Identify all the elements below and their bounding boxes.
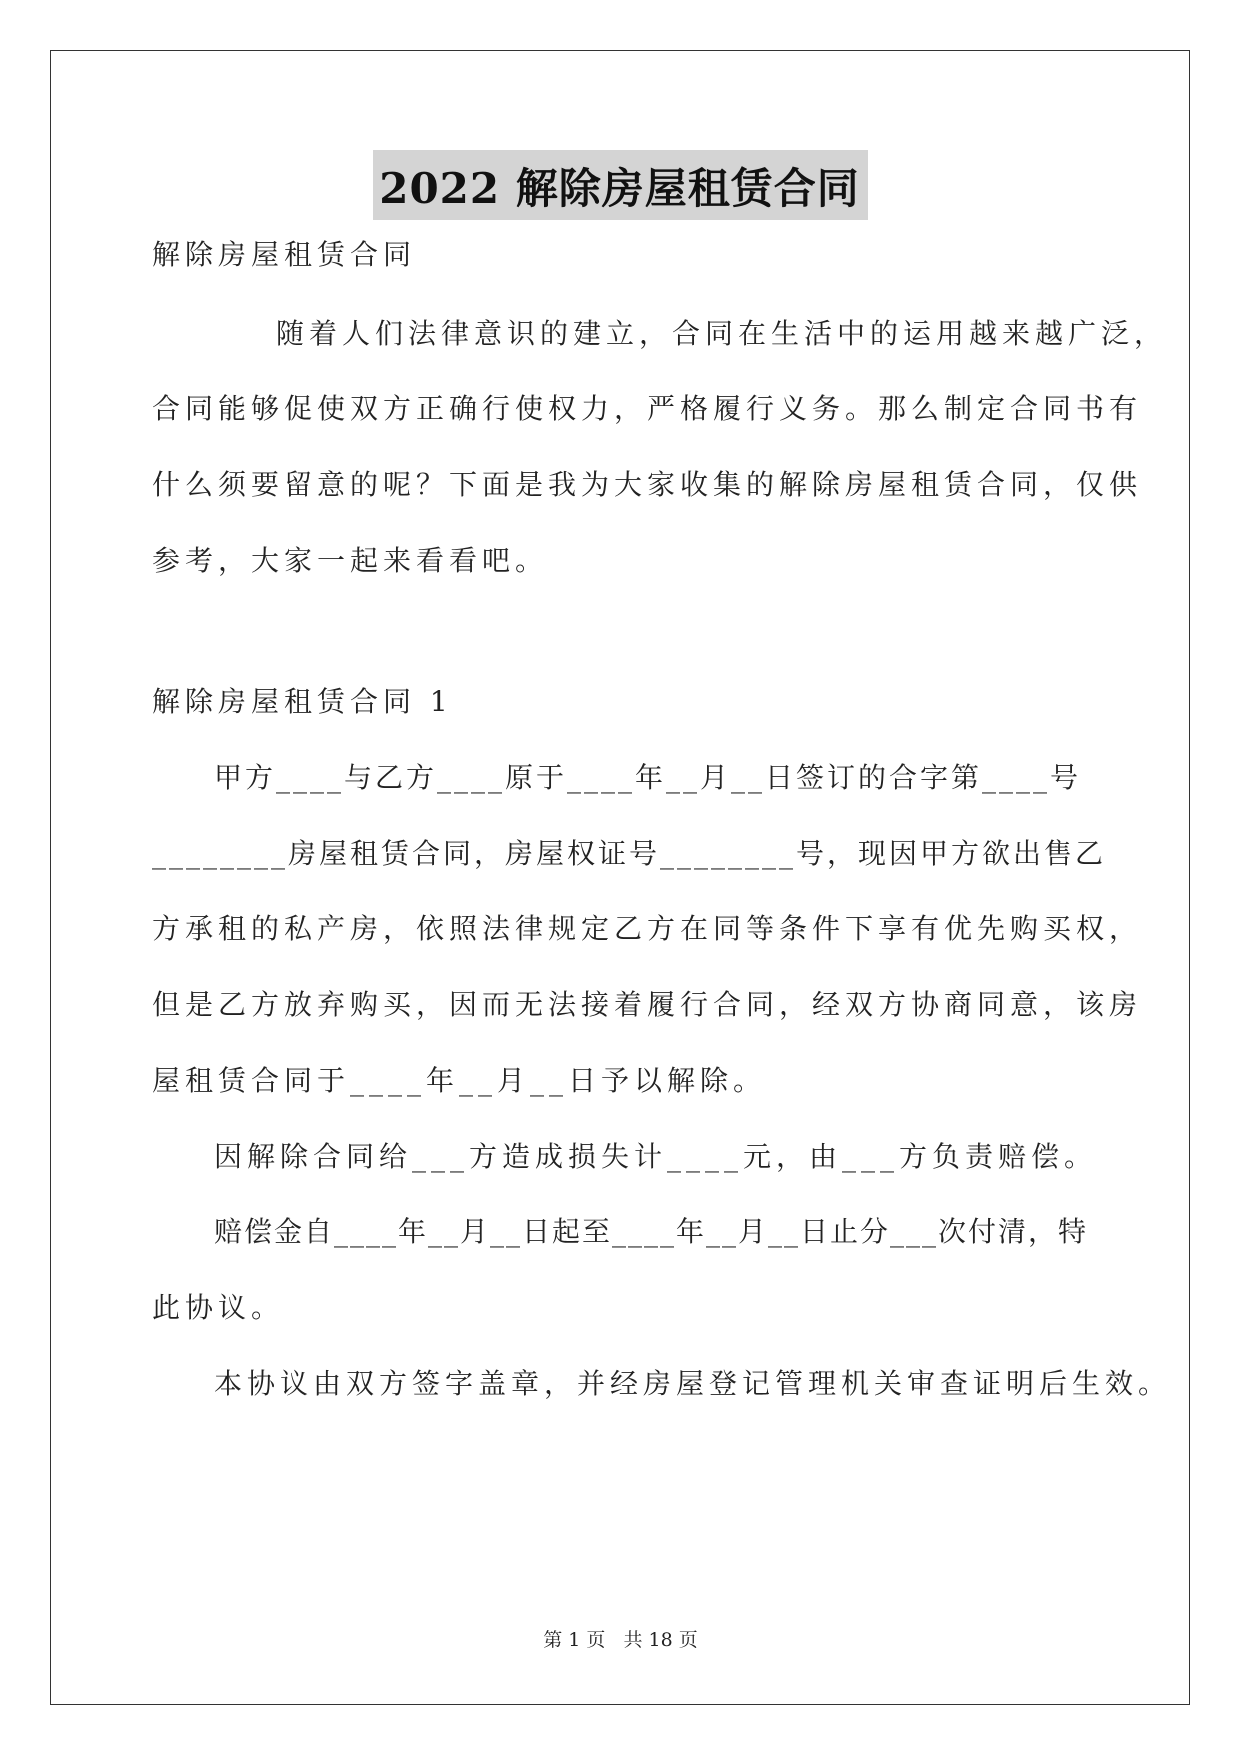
paragraph-line: 甲方____与乙方____原于____年__月__日签订的合字第____号 <box>214 761 1082 794</box>
page-number: 第 1 页 <box>543 1629 606 1651</box>
document-title: 2022 解除房屋租赁合同 <box>373 150 868 220</box>
paragraph-line: 赔偿金自____年__月__日起至____年__月__日止分___次付清，特 <box>214 1215 1089 1248</box>
paragraph-line: 方承租的私产房，依照法律规定乙方在同等条件下享有优先购买权， <box>152 912 1143 945</box>
paragraph-line: 合同能够促使双方正确行使权力，严格履行义务。那么制定合同书有 <box>152 392 1143 425</box>
page-footer <box>0 1625 1241 1652</box>
paragraph-line: 但是乙方放弃购买，因而无法接着履行合同，经双方协商同意，该房 <box>152 988 1143 1021</box>
section-heading: 解除房屋租赁合同 1 <box>152 685 453 718</box>
paragraph-line: 此协议。 <box>152 1291 285 1324</box>
paragraph-line: 参考，大家一起来看看吧。 <box>152 544 549 577</box>
paragraph-line: 因解除合同给___方造成损失计____元，由___方负责赔偿。 <box>214 1140 1098 1173</box>
paragraph-line: 本协议由双方签字盖章，并经房屋登记管理机关审查证明后生效。 <box>214 1367 1172 1400</box>
paragraph-line: ________房屋租赁合同，房屋权证号________号，现因甲方欲出售乙 <box>152 837 1107 870</box>
title-container <box>0 150 1241 220</box>
page-total: 共 18 页 <box>623 1629 698 1651</box>
paragraph-line: 什么须要留意的呢？下面是我为大家收集的解除房屋租赁合同，仅供 <box>152 468 1143 501</box>
paragraph-line: 屋租赁合同于____年__月__日予以解除。 <box>152 1064 767 1097</box>
paragraph-line: 随着人们法律意识的建立，合同在生活中的运用越来越广泛， <box>276 317 1168 350</box>
subtitle: 解除房屋租赁合同 <box>152 238 417 271</box>
page-border <box>50 50 1190 1705</box>
